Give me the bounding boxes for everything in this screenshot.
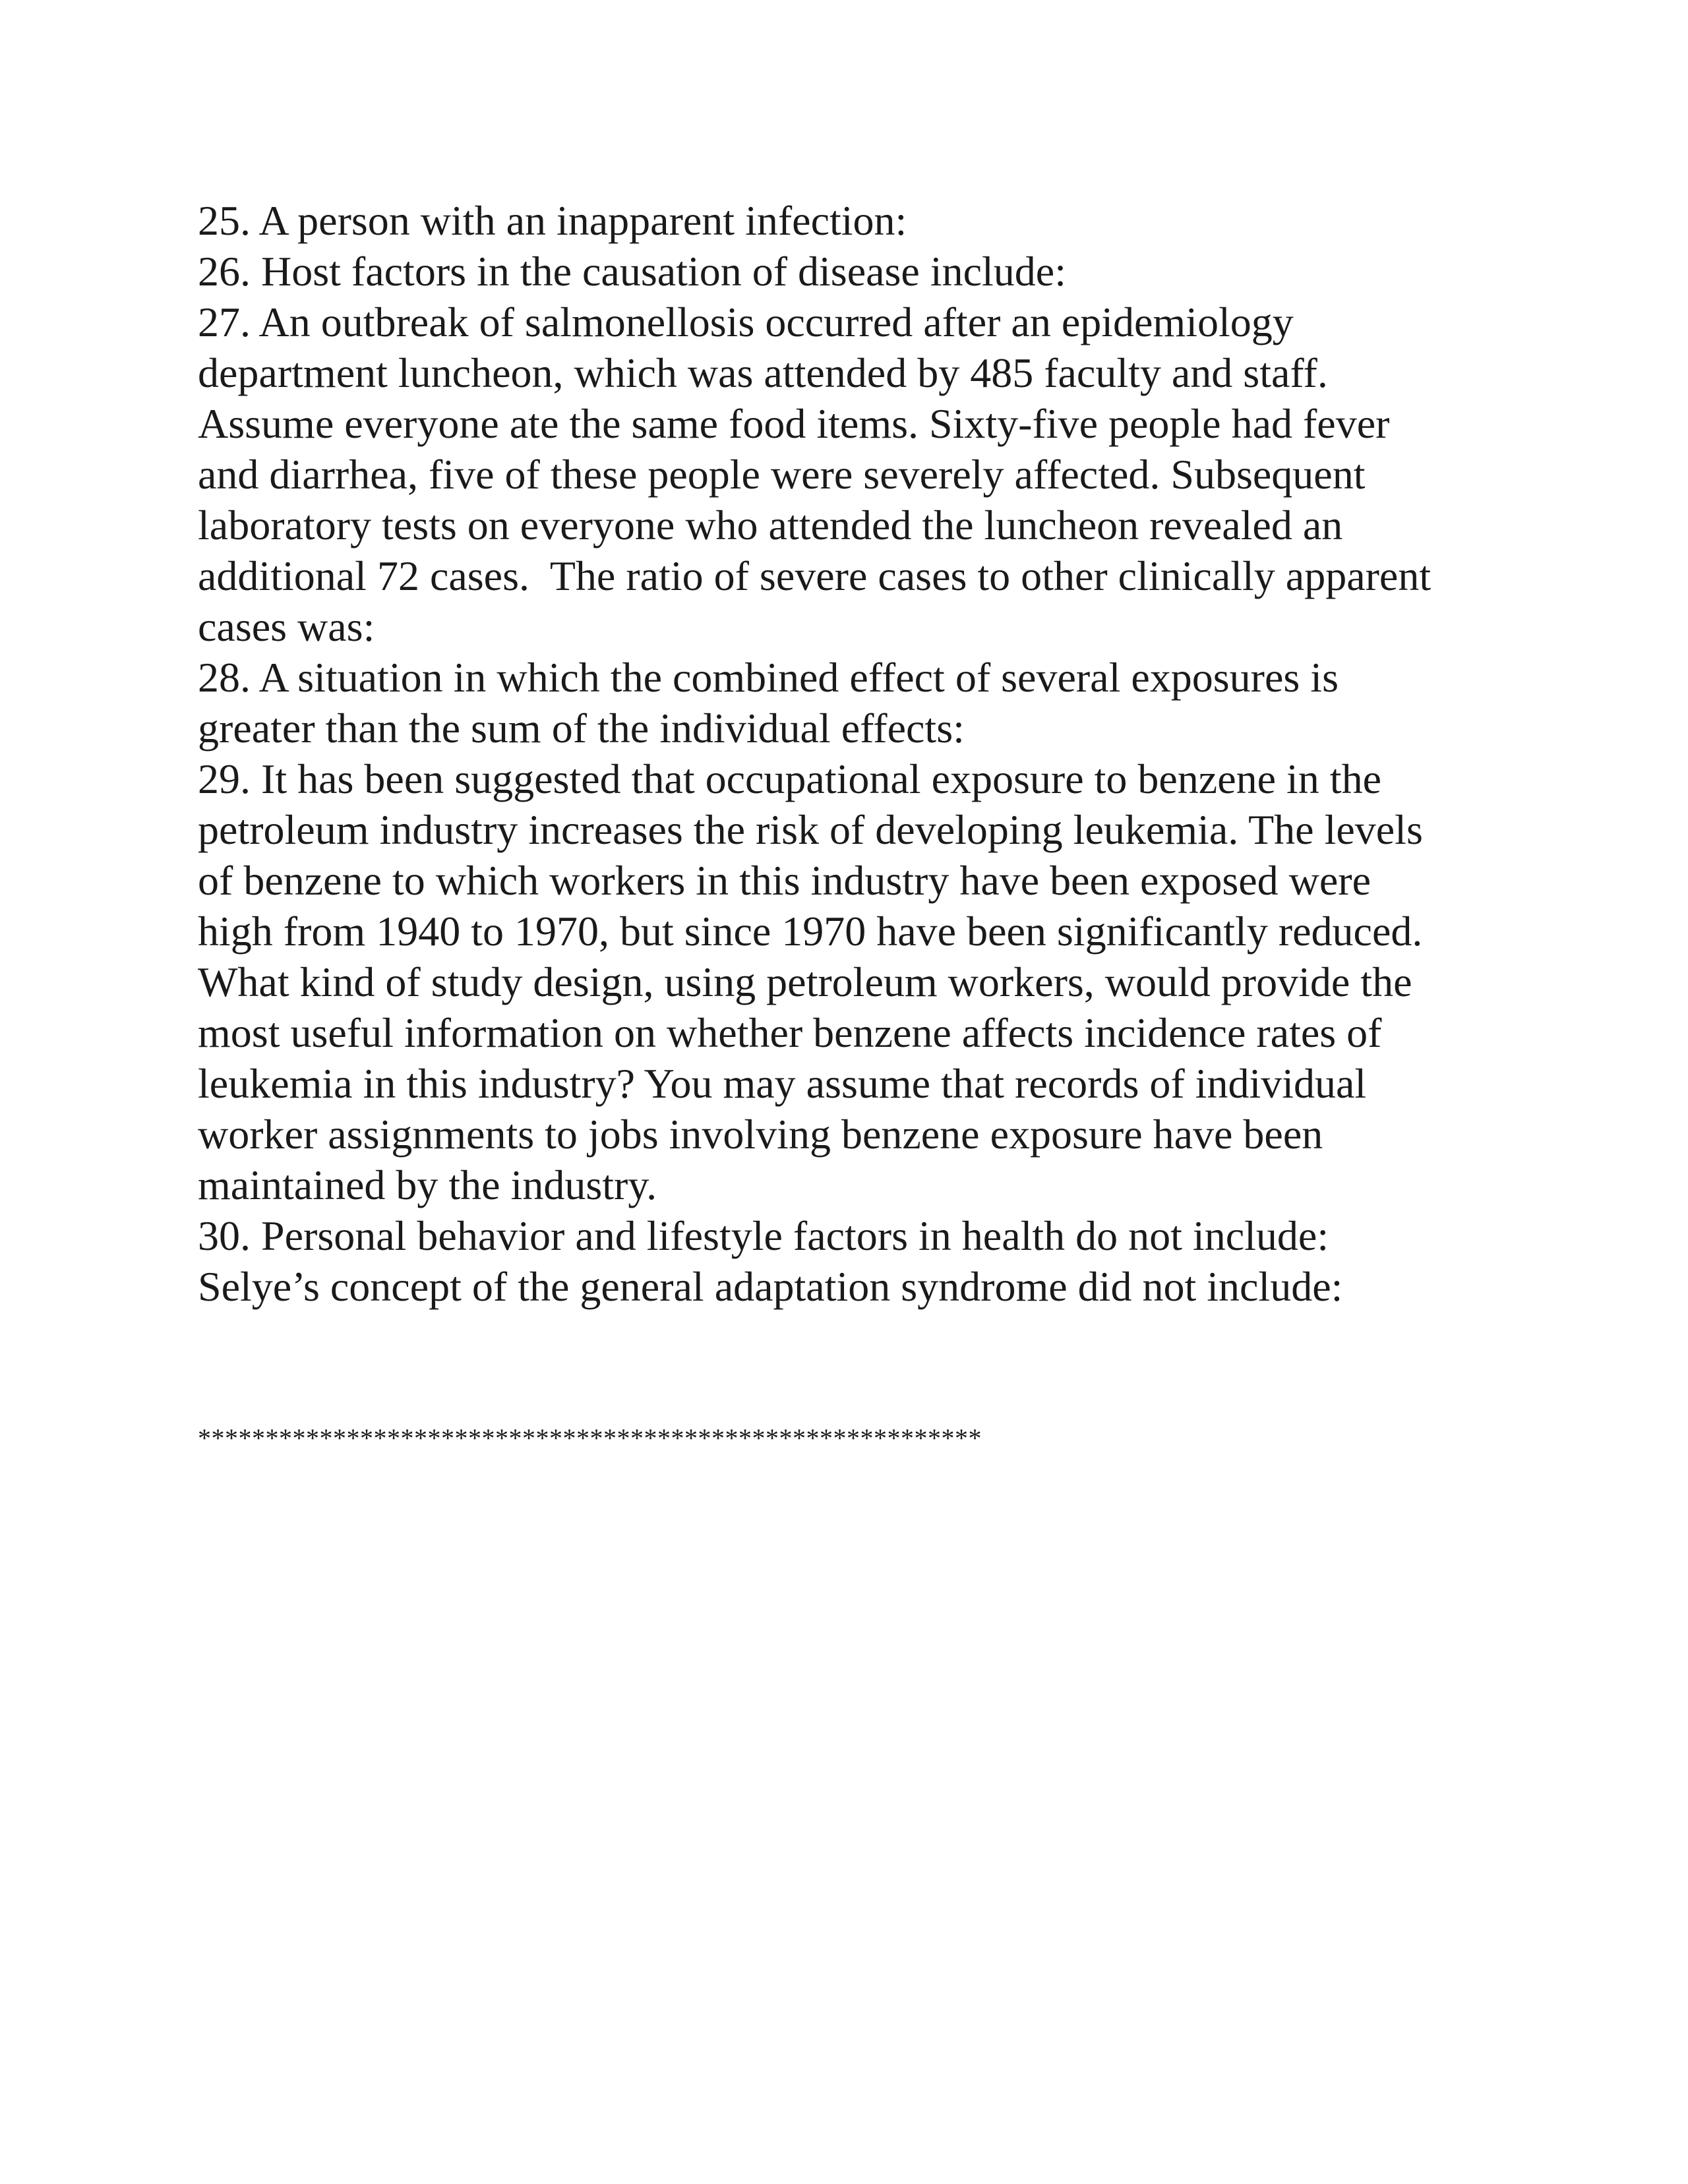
question-29-line-8: worker assignments to jobs involving benzene exposure have been <box>198 1111 1323 1158</box>
question-29-line-9: maintained by the industry. <box>198 1162 657 1208</box>
question-28-line-2: greater than the sum of the individual effects: <box>198 705 965 752</box>
selye-question-line: Selye’s concept of the general adaptation syndrome did not include: <box>198 1263 1343 1310</box>
question-29-line-7: leukemia in this industry? You may assume that records of individual <box>198 1060 1367 1107</box>
question-text-block <box>198 195 1530 1312</box>
question-29-line-2: petroleum industry increases the risk of developing leukemia. The levels <box>198 806 1423 853</box>
question-29-line-1: 29. It has been suggested that occupational exposure to benzene in the <box>198 755 1381 802</box>
question-29-line-3: of benzene to which workers in this industry have been exposed were <box>198 857 1371 904</box>
question-27-line-7: cases was: <box>198 603 375 650</box>
question-27-line-5: laboratory tests on everyone who attended the luncheon revealed an <box>198 502 1343 548</box>
question-27-line-3: Assume everyone ate the same food items. Sixty-five people had fever <box>198 400 1390 447</box>
question-29-line-6: most useful information on whether benzene affects incidence rates of <box>198 1009 1382 1056</box>
question-27-line-1: 27. An outbreak of salmonellosis occurred after an epidemiology <box>198 299 1294 345</box>
question-25-line: 25. A person with an inapparent infection: <box>198 197 907 244</box>
asterisk-separator: ********************************************************** <box>198 1423 982 1453</box>
question-27-line-6: additional 72 cases. The ratio of severe cases to other clinically apparent <box>198 552 1432 599</box>
question-28-line-1: 28. A situation in which the combined effect of several exposures is <box>198 654 1339 701</box>
question-27-line-2: department luncheon, which was attended by 485 faculty and staff. <box>198 349 1328 396</box>
question-27-line-4: and diarrhea, five of these people were severely affected. Subsequent <box>198 451 1366 498</box>
question-26-line: 26. Host factors in the causation of disease include: <box>198 248 1066 295</box>
question-29-line-4: high from 1940 to 1970, but since 1970 have been significantly reduced. <box>198 908 1423 955</box>
question-29-line-5: What kind of study design, using petroleum workers, would provide the <box>198 959 1412 1005</box>
question-30-line: 30. Personal behavior and lifestyle factors in health do not include: <box>198 1212 1329 1259</box>
